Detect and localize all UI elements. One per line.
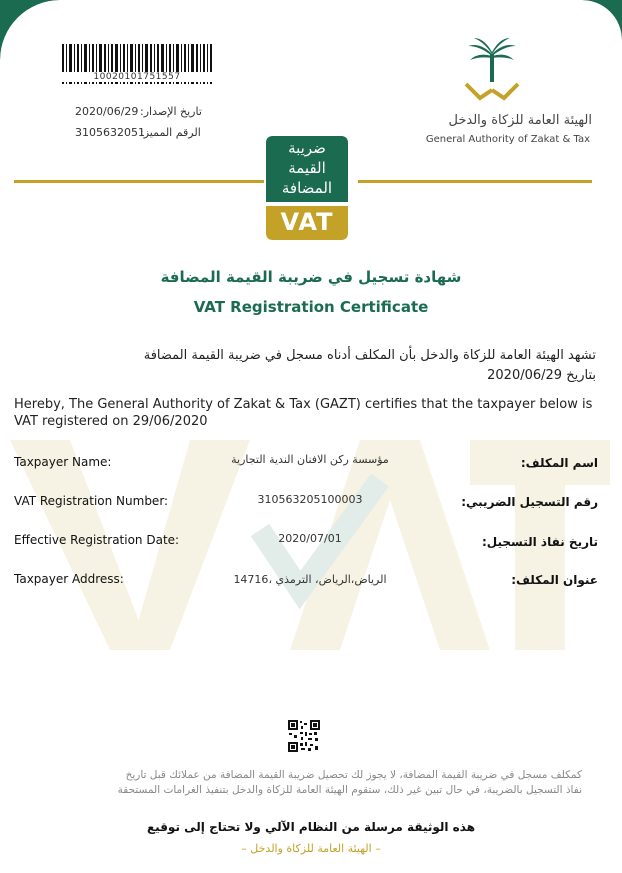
authority-signature: – الهيئة العامة للزكاة والدخل – <box>241 842 381 855</box>
vat-logo-line2: القيمة <box>288 159 326 177</box>
title-en: VAT Registration Certificate <box>193 298 429 316</box>
title-ar: شهادة تسجيل في ضريبة القيمة المضافة <box>160 268 462 286</box>
field-value-effective-date: 2020/07/01 <box>278 532 342 545</box>
footer-notice-line2: نفاذ التسجيل بالضريبة، في حال تبين غير ذلك، ستقوم الهيئة العامة للزكاة والدخل بتنفيذ الغرامات المستحقة <box>117 784 582 796</box>
field-label-ar-effective-date: تاريخ نفاذ التسجيل: <box>481 535 598 549</box>
intro-ar-line1: تشهد الهيئة العامة للزكاة والدخل بأن المكلف أدناه مسجل في ضريبة القيمة المضافة <box>143 348 596 363</box>
vat-logo <box>266 136 348 240</box>
palm-logo-icon <box>462 36 522 106</box>
vat-logo-badge: VAT <box>280 208 334 236</box>
unique-number-label: الرقم المميز: <box>140 126 201 139</box>
issue-date-label: تاريخ الإصدار: <box>140 105 202 118</box>
qr-code <box>288 720 320 752</box>
field-label-en-taxpayer-name: Taxpayer Name: <box>14 455 112 469</box>
footer-notice-line1: كمكلف مسجل في ضريبة القيمة المضافة، لا يجوز لك تحصيل ضريبة القيمة المضافة من عملائك قبل تاريخ <box>125 769 582 781</box>
org-name-en: General Authority of Zakat & Tax <box>425 134 590 145</box>
electronic-document-note: هذه الوثيقة مرسلة من النظام الآلي ولا تحتاج إلى توقيع <box>146 820 476 834</box>
field-label-en-address: Taxpayer Address: <box>14 572 124 586</box>
field-label-ar-address: عنوان المكلف: <box>511 573 598 587</box>
vat-logo-line1: ضريبة <box>288 139 326 157</box>
barcode-number: 10020101751557 <box>62 72 212 82</box>
field-label-ar-taxpayer-name: اسم المكلف: <box>520 456 598 470</box>
field-value-address: الرياض،الرياض، الترمذي ،14716 <box>233 573 387 586</box>
field-value-vat-number: 310563205100003 <box>257 493 363 506</box>
unique-number-value: 3105632051 <box>75 126 145 139</box>
field-label-en-effective-date: Effective Registration Date: <box>14 533 180 547</box>
divider-left <box>14 180 264 183</box>
issue-date-value: 2020/06/29 <box>75 105 139 118</box>
intro-ar-line2: بتاريخ 2020/06/29 <box>487 368 596 383</box>
org-name-ar: الهيئة العامة للزكاة والدخل <box>448 113 592 128</box>
field-value-taxpayer-name: مؤسسة ركن الافنان الندية التجارية <box>231 453 389 466</box>
field-label-ar-vat-number: رقم التسجيل الضريبي: <box>461 495 598 509</box>
divider-right <box>358 180 592 183</box>
field-label-en-vat-number: VAT Registration Number: <box>14 494 169 508</box>
intro-en: Hereby, The General Authority of Zakat & Tax (GAZT) certifies that the taxpayer below is VAT registered on 29/06/2020 <box>14 397 593 429</box>
vat-logo-line3: المضافة <box>281 179 333 197</box>
